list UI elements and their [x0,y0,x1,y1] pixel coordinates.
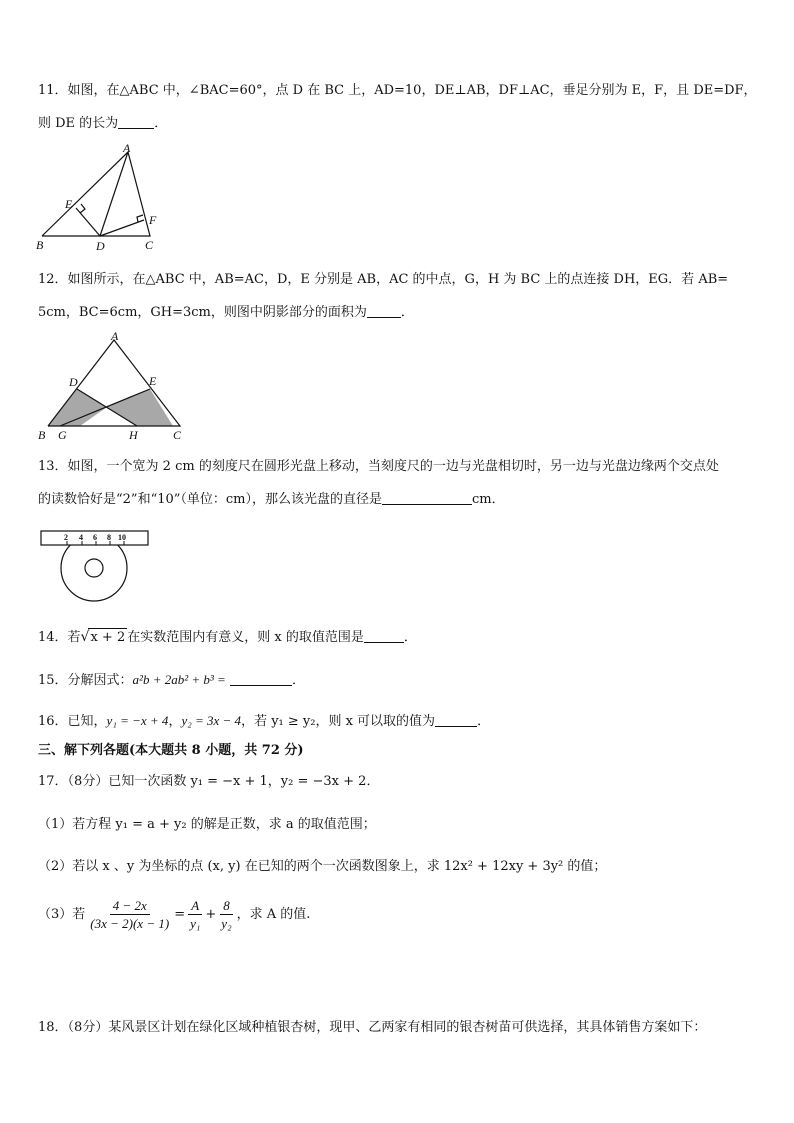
q11-label-a: A [123,144,131,155]
q11-label-d: D [96,239,105,252]
q12-figure [30,330,190,442]
q13-disc-hole [85,559,103,577]
q11-segment-de [76,208,100,236]
q14-prefix: 14．若 [38,630,81,645]
q12-label-e: E [149,374,157,388]
q18-stem: 18．（8分）某风景区计划在绿化区域种植银杏树，现甲、乙两家有相同的银杏树苗可供选择，其具体销售方案如下： [38,1020,707,1035]
q17-part3-frac-a [187,898,203,931]
q17-part2: （2）若以 x 、y 为坐标的点 (x, y) 在已知的两个一次函数图象上，求 12x² + 12xy + 3y² 的值； [38,859,607,874]
q13-figure [36,528,154,604]
q14-answer-blank [364,628,404,643]
q15-answer-blank [230,671,292,686]
q11-answer-blank [118,114,154,129]
q13-tick-label: 10 [118,533,126,542]
q11-segment-df [100,220,144,236]
q15-expression: a²b + 2ab² + b³ = [132,672,226,687]
q15-line [38,671,764,690]
q13-tick-label: 8 [107,533,111,542]
q11-end: ． [154,116,168,131]
q16-y1: y₁ = −x + 4 [106,713,169,728]
q12-label-h: H [129,428,138,442]
q12-label-d: D [69,375,78,389]
q14-end: ． [403,630,417,645]
q17-part3-prefix: （3）若 [38,907,86,922]
q13-tick-label: 6 [93,533,97,542]
q11-figure [30,144,170,252]
q12-answer-blank [367,303,401,318]
q12-label-a: A [111,330,119,343]
q12-line1: 12．如图所示，在△ABC 中，AB=AC，D，E 分别是 AB，AC 的中点，G，H 为 BC 上的点连接 DH，EG．若 AB= [38,272,729,287]
q13-line2-text: 的读数恰好是“2”和“10”（单位：cm），那么该光盘的直径是 [38,492,383,507]
q15-end: ． [291,673,305,688]
q16-mid: ，若 y₁ ≥ y₂，则 x 可以取的值为 [241,714,436,729]
q17-part3 [38,898,764,932]
q17-part3-equals: = [174,907,186,922]
q13-line1: 13．如图，一个宽为 2 cm 的刻度尺在圆形光盘上移动，当刻度尺的一边与光盘相切时，另一边与光盘边缘两个交点处 [38,459,719,474]
q17-part3-eight: 8 [220,898,233,915]
q12-line2-text: 5cm，BC=6cm，GH=3cm，则图中阴影部分的面积为 [38,305,367,320]
q11-right-angle-e [80,204,85,213]
q16-line: 16．已知，y₁ = −x + 4，y₂ = 3x − 4，若 y₁ ≥ y₂，则 x 可以取的值为 ． [38,713,491,729]
q17-part3-a: A [188,898,202,915]
q14-suffix: 在实数范围内有意义，则 x 的取值范围是 [127,630,364,645]
q12-shaded-right [107,389,173,426]
q17-part3-numerator: 4 − 2x [110,898,150,915]
q14-radicand: x + 2 [90,630,126,645]
q11-segment-ad [100,152,128,236]
q15-prefix: 15．分解因式： [38,673,133,688]
q17-part3-plus: + [205,907,217,922]
q11-line1: 11．如图，在△ABC 中，∠BAC=60°，点 D 在 BC 上，AD=10，DE⊥AB，DF⊥AC，垂足分别为 E，F，且 DE=DF， [38,83,757,98]
q12-line2 [38,303,764,322]
q12-label-c: C [173,428,182,442]
q14-radical-sign: √ [80,629,90,645]
q16-prefix: 16．已知， [38,714,107,729]
q11-label-c: C [145,238,154,252]
q17-stem: 17．（8分）已知一次函数 y₁ = −x + 1，y₂ = −3x + 2． [38,774,380,789]
q13-unit: cm． [472,492,505,507]
q11-line2-text: 则 DE 的长为 [38,116,119,131]
q11-label-f: F [149,213,157,227]
q12-shaded-left [48,389,107,426]
q17-part3-y1: y₁ [190,916,201,931]
q17-part3-y2: y₂ [221,916,232,931]
q16-answer-blank [435,712,477,727]
q13-tick-label: 2 [64,533,68,542]
q17-part3-fraction [87,898,172,931]
q11-line2 [38,114,764,133]
q17-part3-suffix: ，求 A 的值. [236,907,311,922]
q11-label-b: B [36,238,44,252]
q11-label-e: E [65,197,73,211]
q12-label-g: G [58,428,67,442]
q17-part3-frac-8 [218,898,234,931]
q12-label-b: B [38,428,46,442]
q17-part3-denominator: (3x − 2)(x − 1) [90,916,170,931]
q14-line [38,628,764,647]
section3-title: 三、解下列各题(本大题共 8 小题，共 72 分) [38,743,304,758]
q13-tick-label: 4 [79,533,83,542]
q13-answer-blank [382,490,472,505]
q16-end: ． [477,714,491,729]
q16-y2: y₂ = 3x − 4 [181,713,242,728]
q12-end: ． [400,305,414,320]
q17-part1: （1）若方程 y₁ = a + y₂ 的解是正数，求 a 的取值范围； [38,817,376,832]
q13-line2 [38,490,764,509]
